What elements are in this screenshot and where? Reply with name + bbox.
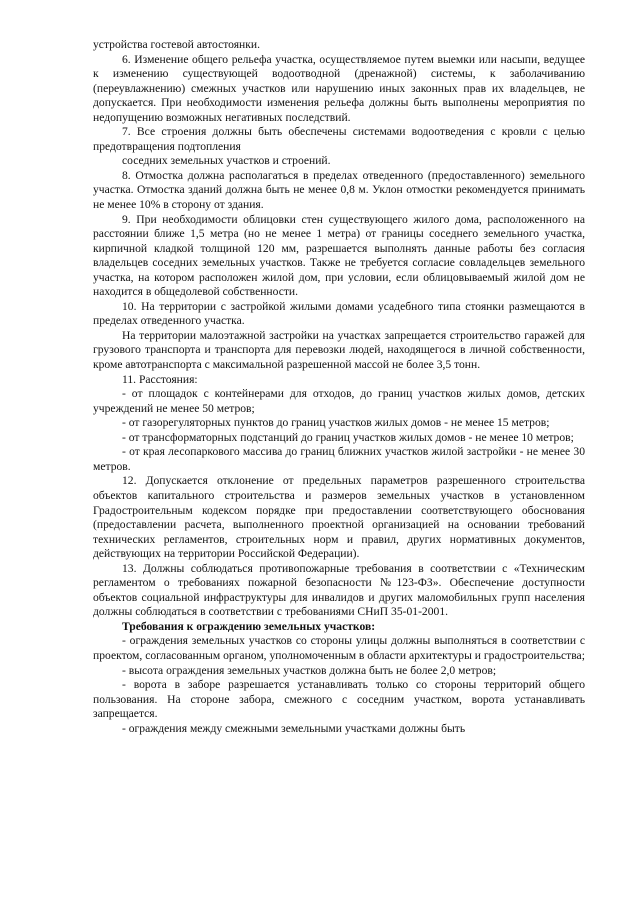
list-item-forest-park: - от края лесопаркового массива до границ ближних участков жилой застройки - не менее 30 метров. [93,445,585,473]
section-heading-fencing: Требования к ограждению земельных участков: [122,619,376,633]
paragraph-item-9: 9. При необходимости облицовки стен существующего жилого дома, расположенного на расстоянии ближе 1,5 метра (но не менее 1 метра) от границы соседнего земельного участка, кирпичной кладкой толщиной 120 мм, разрешается выполнять данные работы без согласия владельцев соседних земельных участков. Также не требуется согласие совладельцев земельного участка, на котором расположен жилой дом, при условии, если облицовываемый жилой дом не находится в общедолевой собственности. [93,212,585,299]
paragraph-item-8: 8. Отмостка должна располагаться в пределах отведенного (предоставленного) земельного участка. Отмостка зданий должна быть не менее 0,8 м. Уклон отмостки рекомендуется принимать не менее 10% в сторону от здания. [93,168,585,212]
list-item-street-fence: - ограждения земельных участков со стороны улицы должны выполняться в соответствии с проектом, согласованным органом, уполномоченным в области архитектуры и градостроительства; [93,634,585,662]
paragraph-item-12: 12. Допускается отклонение от предельных параметров разрешенного строительства объектов капитального строительства и размеров земельных участков в установленном Градостроительным кодексом порядке при предоставлении соответствующего обоснования (предоставлении расчета, выполненного проектной организацией на основании требований технических регламентов, строительных норм и правил, других нормативных документов, действующих на территории Российской Федерации). [93,474,585,561]
list-item-waste-containers: - от площадок с контейнерами для отходов, до границ участков жилых домов, детских учреждений не менее 50 метров; [93,387,585,415]
list-item-adjacent-fence: - ограждения между смежными земельными участками должны быть [122,721,466,735]
document-body [93,38,585,736]
paragraph-item-13: 13. Должны соблюдаться противопожарные требования в соответствии с «Техническим регламентом о требованиях пожарной безопасности №123-ФЗ». Обеспечение доступности объектов социальной инфраструктуры для инвалидов и других маломобильных групп населения должны соблюдаться в соответствии с требованиями СНиП 35-01-2001. [93,561,585,619]
paragraph-garages: На территории малоэтажной застройки на участках запрещается строительство гаражей для грузового транспорта и транспорта для перевозки людей, находящегося в личной собственности, кроме автотранспорта с максимальной разрешенной массой не более 3,5 тонн. [93,328,585,372]
paragraph-item-7-continued: соседних земельных участков и строений. [122,154,331,168]
list-item-gates: - ворота в заборе разрешается устанавливать только со стороны территорий общего пользования. На стороне забора, смежного с соседним участком, ворота устанавливать запрещается. [93,678,585,721]
paragraph-parking-end: устройства гостевой автостоянки. [93,38,260,51]
paragraph-item-11: 11. Расстояния: [122,372,198,386]
paragraph-item-6: 6. Изменение общего рельефа участка, осуществляемое путем выемки или насыпи, ведущее к изменению существующей водоотводной (дренажной) системы, к заболачиванию (переувлажнению) смежных участков или нарушению иных законных прав их владельцев, не допускается. При необходимости изменения рельефа должны быть выполнены мероприятия по недопущению возможных негативных последствий. [93,52,585,124]
paragraph-item-7: 7. Все строения должны быть обеспечены системами водоотведения с кровли с целью предотвращения подтопления [93,125,585,153]
paragraph-item-10: 10. На территории с застройкой жилыми домами усадебного типа стоянки размещаются в пределах отведенного участка. [93,299,585,328]
list-item-gas-points: - от газорегуляторных пунктов до границ участков жилых домов - не менее 15 метров; [122,416,550,430]
list-item-transformer-substations: - от трансформаторных подстанций до границ участков жилых домов - не менее 10 метров; [122,430,574,444]
list-item-fence-height: - высота ограждения земельных участков должна быть не более 2,0 метров; [122,663,497,677]
